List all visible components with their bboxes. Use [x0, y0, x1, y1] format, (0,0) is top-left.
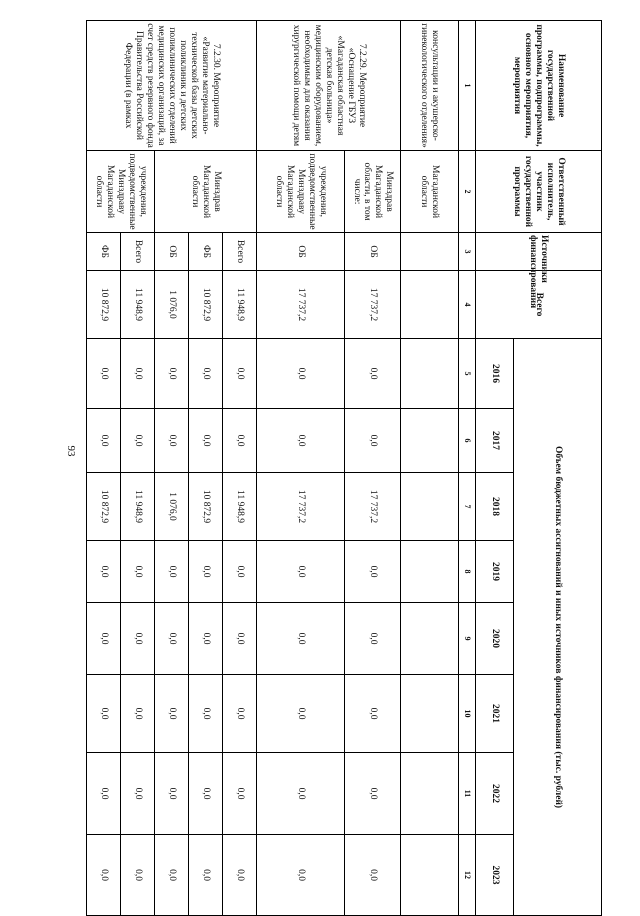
header-year: 2021 — [476, 675, 514, 753]
header-source: Источники финансирования — [476, 233, 602, 271]
cell-value: 0,0 — [257, 675, 345, 753]
cell-value: 11 948,9 — [121, 271, 155, 339]
header-executor: Ответственный исполнитель, участник государственной программы — [476, 151, 602, 233]
cell-value: 0,0 — [189, 541, 223, 603]
cell-value: 0,0 — [345, 603, 401, 675]
cell-value: 0,0 — [121, 603, 155, 675]
cell-value: 0,0 — [189, 835, 223, 916]
row-source: ОБ — [345, 233, 401, 271]
cell-value: 0,0 — [121, 753, 155, 835]
row-source: ОБ — [155, 233, 189, 271]
header-year: 2016 — [476, 339, 514, 409]
row-executor: учреждения, подведомственные Минздраву Магаданской области — [87, 151, 155, 233]
column-number: 8 — [459, 541, 476, 603]
row-executor: Минздрав Магаданской области — [155, 151, 257, 233]
row-source: ОБ — [257, 233, 345, 271]
cell-value: 0,0 — [345, 753, 401, 835]
cell-value: 0,0 — [223, 753, 257, 835]
column-number: 12 — [459, 835, 476, 916]
rotated-table-wrapper — [2, 20, 602, 885]
column-number: 10 — [459, 675, 476, 753]
row-executor: Минздрав Магаданской области, в том числе: — [345, 151, 401, 233]
cell-value: 0,0 — [223, 339, 257, 409]
cell-value: 11 948,9 — [223, 473, 257, 541]
table-row — [345, 21, 401, 916]
cell-value: 10 872,9 — [87, 473, 121, 541]
cell-value: 0,0 — [223, 541, 257, 603]
header-volume: Объем бюджетных ассигнований и иных источников финансирования (тыс. рублей) — [514, 339, 602, 916]
cell-value: 0,0 — [257, 541, 345, 603]
column-number: 5 — [459, 339, 476, 409]
cell-value: 0,0 — [257, 753, 345, 835]
cell-value: 0,0 — [87, 835, 121, 916]
column-number: 7 — [459, 473, 476, 541]
cell-value — [401, 409, 459, 473]
cell-value: 0,0 — [257, 603, 345, 675]
cell-value — [401, 541, 459, 603]
column-number: 2 — [459, 151, 476, 233]
cell-value: 17 737,2 — [257, 473, 345, 541]
cell-value: 0,0 — [189, 675, 223, 753]
header-year: 2018 — [476, 473, 514, 541]
header-year: 2017 — [476, 409, 514, 473]
financing-table — [86, 20, 602, 916]
cell-value: 0,0 — [87, 409, 121, 473]
cell-value: 11 948,9 — [223, 271, 257, 339]
table-row — [223, 21, 257, 916]
cell-value: 1 076,0 — [155, 473, 189, 541]
cell-value: 0,0 — [257, 339, 345, 409]
cell-value: 0,0 — [345, 541, 401, 603]
column-number: 4 — [459, 271, 476, 339]
cell-value: 0,0 — [121, 835, 155, 916]
cell-value: 0,0 — [189, 409, 223, 473]
cell-value: 0,0 — [345, 675, 401, 753]
row-name: 7.2.29. Мероприятие «Оснащение ГБУЗ «Магаданская областная детская больница» медицинским оборудованием, необходимым для оказания хирургической помощи детям — [257, 21, 401, 151]
cell-value — [401, 473, 459, 541]
cell-value: 1 076,0 — [155, 271, 189, 339]
cell-value: 0,0 — [155, 753, 189, 835]
column-number: 11 — [459, 753, 476, 835]
cell-value: 0,0 — [121, 409, 155, 473]
cell-value: 17 737,2 — [345, 473, 401, 541]
cell-value: 10 872,9 — [189, 473, 223, 541]
cell-value: 0,0 — [189, 753, 223, 835]
row-executor: учреждения, подведомственные Минздраву Магаданской области — [257, 151, 345, 233]
row-name: консультации и акушерско-гинекологического отделения» — [401, 21, 459, 151]
header-name: Наименование государственной программы, подпрограммы, основного мероприятия, мероприятия — [476, 21, 602, 151]
header-year: 2020 — [476, 603, 514, 675]
row-source: ФБ — [189, 233, 223, 271]
row-source: ФБ — [87, 233, 121, 271]
cell-value: 10 872,9 — [189, 271, 223, 339]
row-source: Всего — [223, 233, 257, 271]
column-number: 3 — [459, 233, 476, 271]
header-year: 2023 — [476, 835, 514, 916]
column-number: 9 — [459, 603, 476, 675]
cell-value: 0,0 — [345, 339, 401, 409]
cell-value: 0,0 — [87, 753, 121, 835]
cell-value: 0,0 — [223, 675, 257, 753]
cell-value: 0,0 — [155, 409, 189, 473]
cell-value: 0,0 — [155, 339, 189, 409]
cell-value: 11 948,9 — [121, 473, 155, 541]
cell-value: 0,0 — [189, 603, 223, 675]
cell-value: 0,0 — [87, 541, 121, 603]
cell-value: 0,0 — [121, 541, 155, 603]
cell-value: 0,0 — [155, 835, 189, 916]
cell-value: 0,0 — [223, 835, 257, 916]
cell-value: 10 872,9 — [87, 271, 121, 339]
cell-value: 0,0 — [155, 541, 189, 603]
cell-value — [401, 603, 459, 675]
cell-value: 0,0 — [189, 339, 223, 409]
cell-value: 0,0 — [87, 339, 121, 409]
row-source — [401, 233, 459, 271]
cell-value — [401, 339, 459, 409]
cell-value: 0,0 — [257, 835, 345, 916]
table-row — [257, 21, 345, 916]
cell-value: 0,0 — [223, 603, 257, 675]
cell-value: 0,0 — [155, 675, 189, 753]
row-executor: Магаданской области — [401, 151, 459, 233]
cell-value: 0,0 — [223, 409, 257, 473]
header-year: 2022 — [476, 753, 514, 835]
header-year: 2019 — [476, 541, 514, 603]
cell-value — [401, 835, 459, 916]
row-name: 7.2.30. Мероприятие «Развитие материально-технической базы детских поликлиник и детских поликлинических отделений медицинских организаций, за счет средств резервного фонда Правительства Российской Федерации (в рамках — [87, 21, 257, 151]
cell-value — [401, 675, 459, 753]
cell-value: 0,0 — [87, 603, 121, 675]
cell-value: 0,0 — [155, 603, 189, 675]
table-row — [121, 21, 155, 916]
column-number: 6 — [459, 409, 476, 473]
cell-value: 0,0 — [87, 675, 121, 753]
table-row — [401, 21, 459, 916]
header-total: Всего — [476, 271, 602, 339]
cell-value: 0,0 — [345, 409, 401, 473]
page-number: 93 — [65, 445, 77, 457]
cell-value: 17 737,2 — [345, 271, 401, 339]
cell-value: 0,0 — [257, 409, 345, 473]
cell-value: 0,0 — [345, 835, 401, 916]
column-number: 1 — [459, 21, 476, 151]
cell-value: 0,0 — [121, 339, 155, 409]
cell-value: 17 737,2 — [257, 271, 345, 339]
cell-value: 0,0 — [121, 675, 155, 753]
cell-value — [401, 271, 459, 339]
cell-value — [401, 753, 459, 835]
row-source: Всего — [121, 233, 155, 271]
